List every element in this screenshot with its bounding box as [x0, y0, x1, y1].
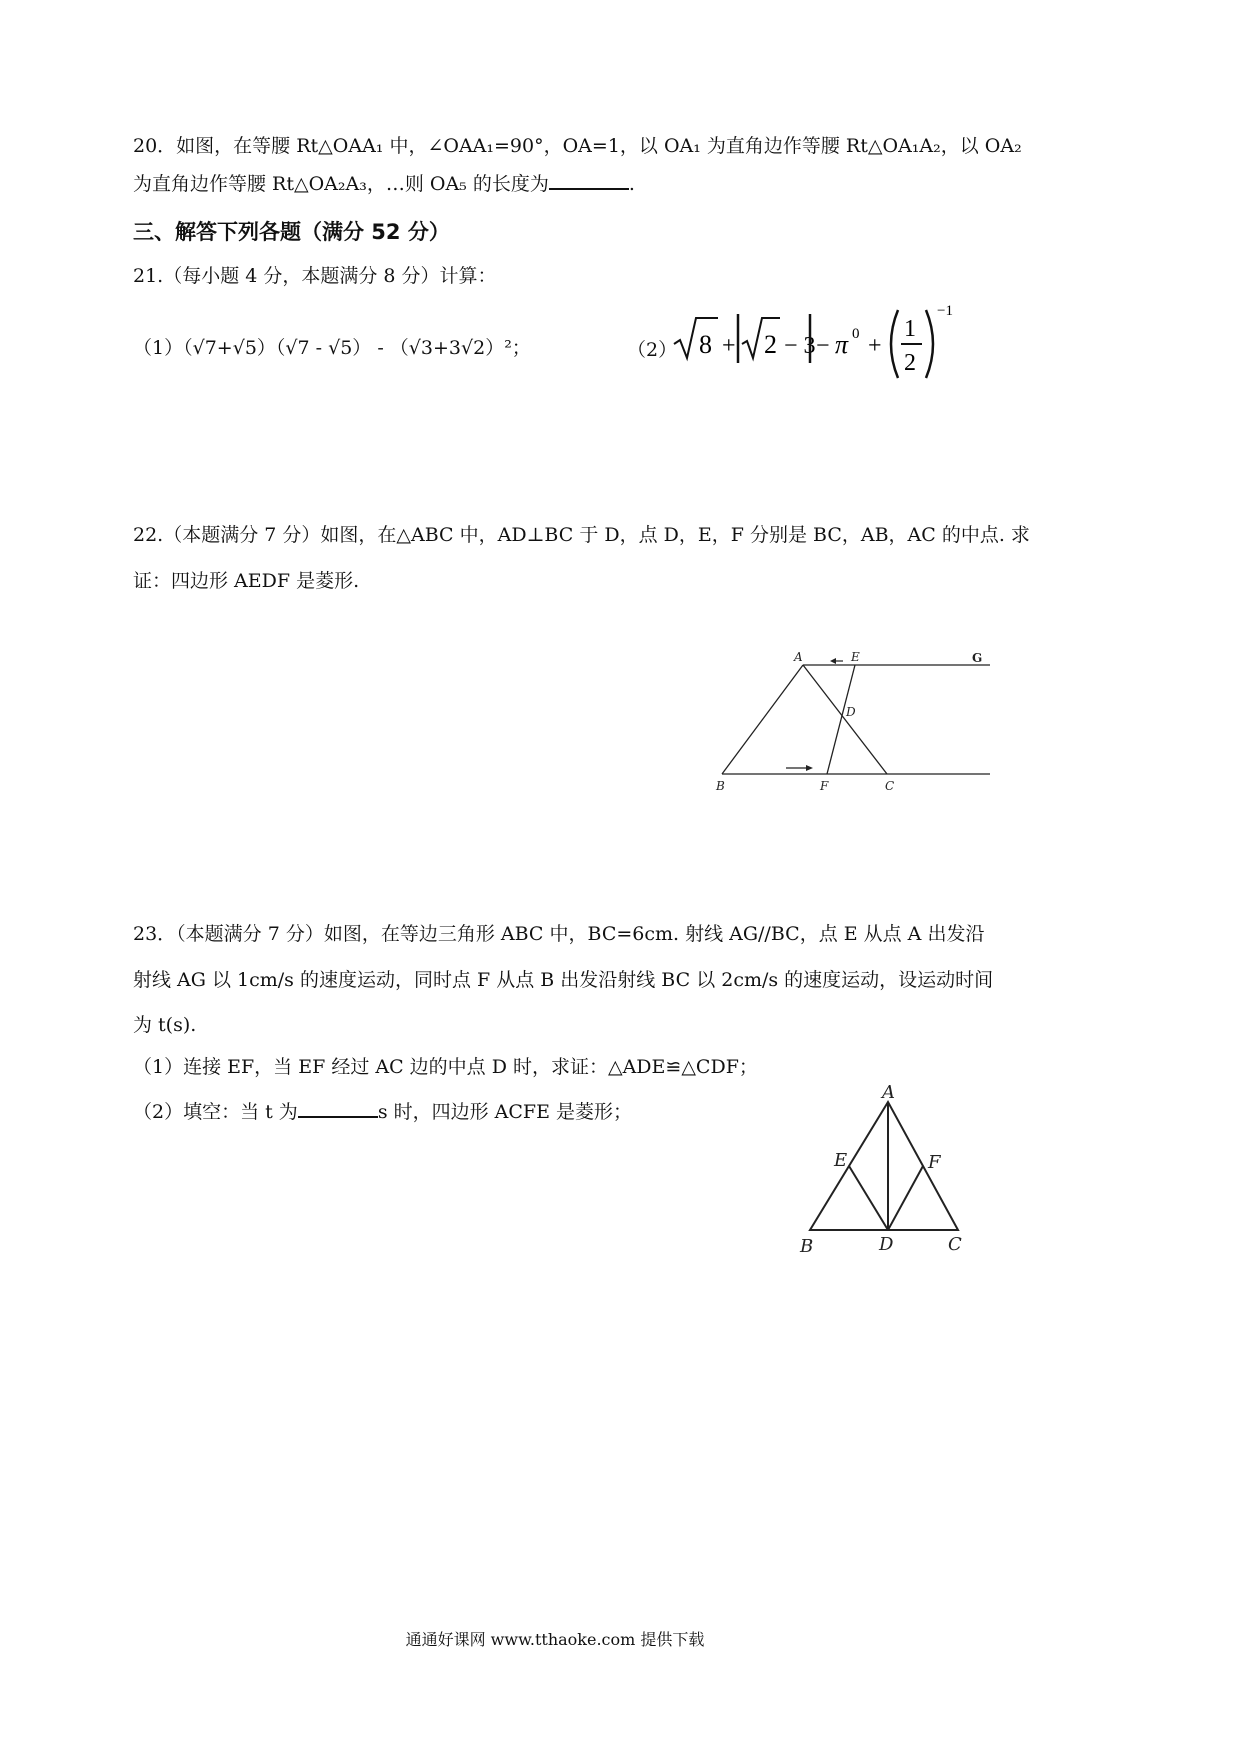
q21-part1-label: （1）: [133, 337, 184, 359]
label-c: C: [885, 779, 895, 793]
label-b: B: [800, 1236, 814, 1257]
label-g: G: [972, 651, 983, 665]
minus-sign: −: [816, 333, 830, 359]
page-footer: 通通好课网 www.tthaoke.com 提供下载: [405, 1630, 705, 1649]
q23-sub2-text: （2）填空：当 t 为: [133, 1101, 298, 1123]
label-b: B: [716, 779, 725, 793]
q21-part2-formula: [672, 300, 962, 386]
label-e: E: [851, 650, 860, 664]
q23-figure: [790, 1080, 980, 1260]
q21-intro: 21.（每小题 4 分，本题满分 8 分）计算：: [133, 265, 497, 287]
answer-blank[interactable]: [298, 1096, 378, 1118]
label-a: A: [794, 650, 803, 664]
q21-part2-label: （2）: [627, 339, 678, 361]
label-f: F: [928, 1152, 941, 1173]
label-d: D: [846, 705, 856, 719]
plus-sign: +: [868, 333, 882, 359]
q23-sub2-end: s 时，四边形 ACFE 是菱形；: [377, 1101, 632, 1123]
q23-sub1: （1）连接 EF，当 EF 经过 AC 边的中点 D 时，求证：△ADE≌△CDF；: [133, 1056, 758, 1078]
segment-ef: [827, 665, 855, 774]
q23-line1: 23．（本题满分 7 分）如图，在等边三角形 ABC 中，BC=6cm. 射线 AG//BC，点 E 从点 A 出发沿: [133, 923, 985, 945]
section-heading: 三、解答下列各题（满分 52 分）: [133, 220, 450, 244]
label-c: C: [948, 1234, 962, 1255]
minus-three: − 3: [784, 333, 816, 359]
segment-ac: [803, 665, 887, 774]
q20-line2-text: 为直角边作等腰 Rt△OA₂A₃，…则 OA₅ 的长度为: [133, 173, 549, 195]
q20-line2-end: .: [628, 173, 635, 195]
q23-sub2: [133, 1096, 632, 1126]
radicand-8: 8: [699, 330, 712, 359]
arrow-left-head: [830, 658, 836, 664]
left-paren: [891, 310, 898, 378]
label-a: A: [882, 1082, 895, 1103]
q21-part1-expr: （√7+√5）（√7 - √5） - （√3+3√2）²；: [183, 337, 531, 359]
pi-symbol: π: [835, 330, 849, 359]
segment-ab: [722, 665, 803, 774]
answer-blank[interactable]: [549, 168, 629, 190]
segment-ed: [849, 1166, 888, 1230]
q22-figure: [700, 640, 1010, 800]
exponent-neg-one: −1: [937, 303, 953, 319]
q23-line2: 射线 AG 以 1cm/s 的速度运动，同时点 F 从点 B 出发沿射线 BC 以 2cm/s 的速度运动，设运动时间: [133, 969, 994, 991]
arrow-right-head: [806, 765, 813, 771]
q23-line3: 为 t(s).: [133, 1014, 197, 1036]
fraction-numerator: 1: [904, 316, 916, 342]
label-f: F: [820, 779, 829, 793]
radicand-2: 2: [764, 330, 777, 359]
q22-line1: 22.（本题满分 7 分）如图，在△ABC 中，AD⊥BC 于 D，点 D，E，F 分别是 BC，AB，AC 的中点. 求: [133, 524, 1030, 546]
label-d: D: [879, 1234, 894, 1255]
exponent-zero: 0: [852, 326, 860, 342]
segment-df: [888, 1166, 923, 1230]
right-paren: [926, 310, 933, 378]
q21-part1: [133, 334, 531, 362]
plus-sign: +: [722, 333, 736, 359]
q22-line2: 证：四边形 AEDF 是菱形.: [133, 570, 360, 592]
label-e: E: [834, 1150, 848, 1171]
q20-line1: 20．如图，在等腰 Rt△OAA₁ 中，∠OAA₁=90°，OA=1，以 OA₁ 为直角边作等腰 Rt△OA₁A₂，以 OA₂: [133, 135, 1022, 157]
q20-line2: [133, 168, 635, 198]
fraction-denominator: 2: [904, 350, 916, 376]
